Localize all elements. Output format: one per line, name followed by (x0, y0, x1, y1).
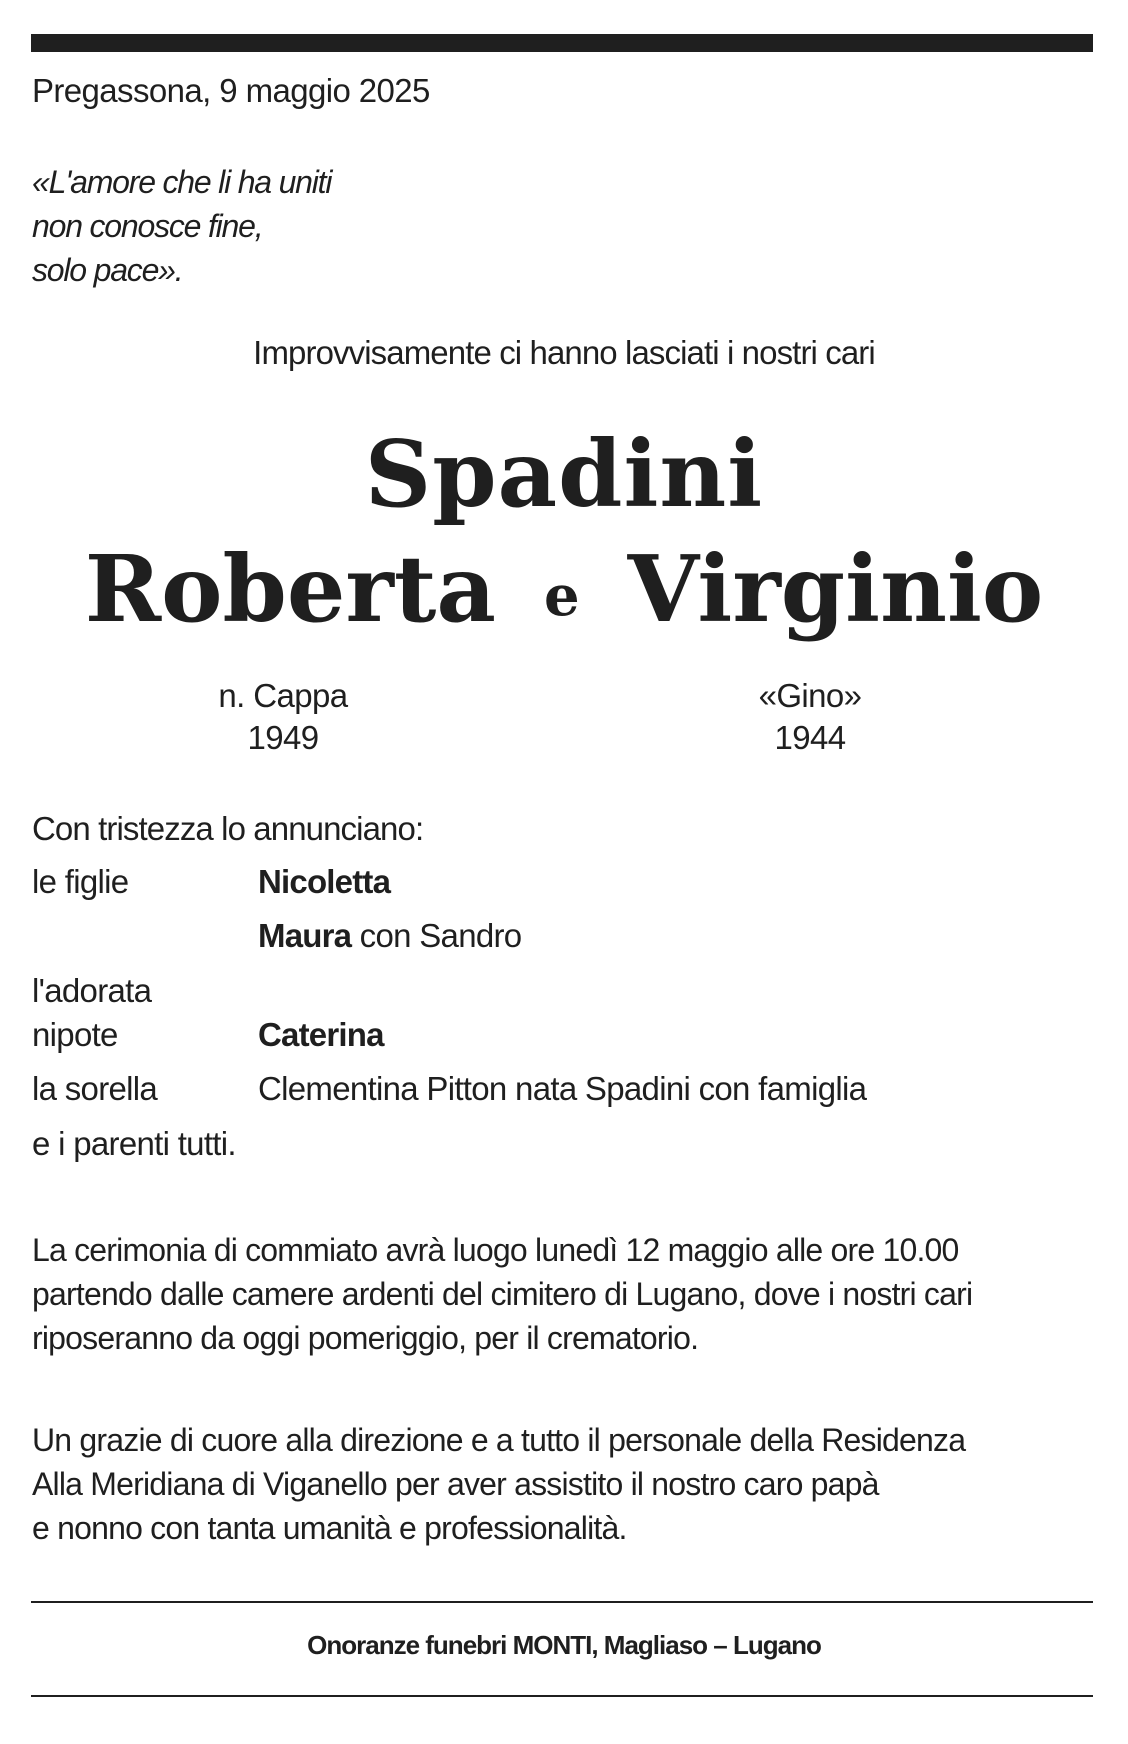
granddaughter-label-2: nipote (32, 1016, 118, 1053)
deceased-first-name-1: Roberta (84, 535, 496, 643)
sister-label: la sorella (32, 1070, 158, 1107)
ceremony-line: La cerimonia di commiato avrà luogo lunedì 12 maggio alle ore 10.00 (32, 1232, 959, 1268)
person-2-details (660, 675, 960, 759)
footer-bottom-rule (31, 1695, 1093, 1697)
announcement-heading: Con tristezza lo annunciano: (32, 810, 424, 847)
sister: Clementina Pitton nata Spadini con famiglia (258, 1070, 867, 1107)
deceased-first-name-2: Virginio (627, 535, 1044, 643)
granddaughter: Caterina (258, 1016, 384, 1053)
deceased-surname: Spadini (364, 420, 764, 528)
quote-line: «L'amore che li ha uniti (32, 164, 332, 200)
name-conjunction: e (543, 563, 580, 629)
daughter-2: Maura (258, 917, 352, 954)
place-date: Pregassona, 9 maggio 2025 (32, 72, 430, 109)
top-rule (31, 34, 1093, 52)
person-1-details (133, 675, 433, 759)
thanks-line: Un grazie di cuore alla direzione e a tutto il personale della Residenza (32, 1422, 966, 1458)
memorial-quote (32, 160, 331, 292)
quote-line: non conosce fine, (32, 208, 263, 244)
quote-line: solo pace». (32, 252, 183, 288)
thanks-paragraph (32, 1418, 1094, 1550)
daughter-2-entry (258, 917, 521, 955)
person-2-year: 1944 (774, 719, 846, 756)
footer-top-rule (31, 1601, 1093, 1603)
relatives: e i parenti tutti. (32, 1125, 236, 1162)
person-1-note: n. Cappa (218, 677, 348, 714)
granddaughter-label-1: l'adorata (32, 972, 152, 1009)
person-1-year: 1949 (247, 719, 319, 756)
ceremony-line: partendo dalle camere ardenti del cimitero di Lugano, dove i nostri cari (32, 1276, 973, 1312)
thanks-line: Alla Meridiana di Viganello per aver assistito il nostro caro papà (32, 1466, 879, 1502)
ceremony-paragraph (32, 1228, 1094, 1360)
thanks-line: e nonno con tanta umanità e professionalità. (32, 1510, 627, 1546)
funeral-home: Onoranze funebri MONTI, Magliaso – Lugano (307, 1630, 821, 1660)
intro-text: Improvvisamente ci hanno lasciati i nostri cari (253, 334, 875, 371)
person-2-note: «Gino» (758, 677, 862, 714)
deceased-given-names (0, 535, 1128, 643)
ceremony-line: riposeranno da oggi pomeriggio, per il crematorio. (32, 1320, 699, 1356)
daughter-1: Nicoletta (258, 863, 391, 900)
daughters-label: le figlie (32, 863, 129, 900)
daughter-2-suffix: con Sandro (351, 917, 522, 954)
